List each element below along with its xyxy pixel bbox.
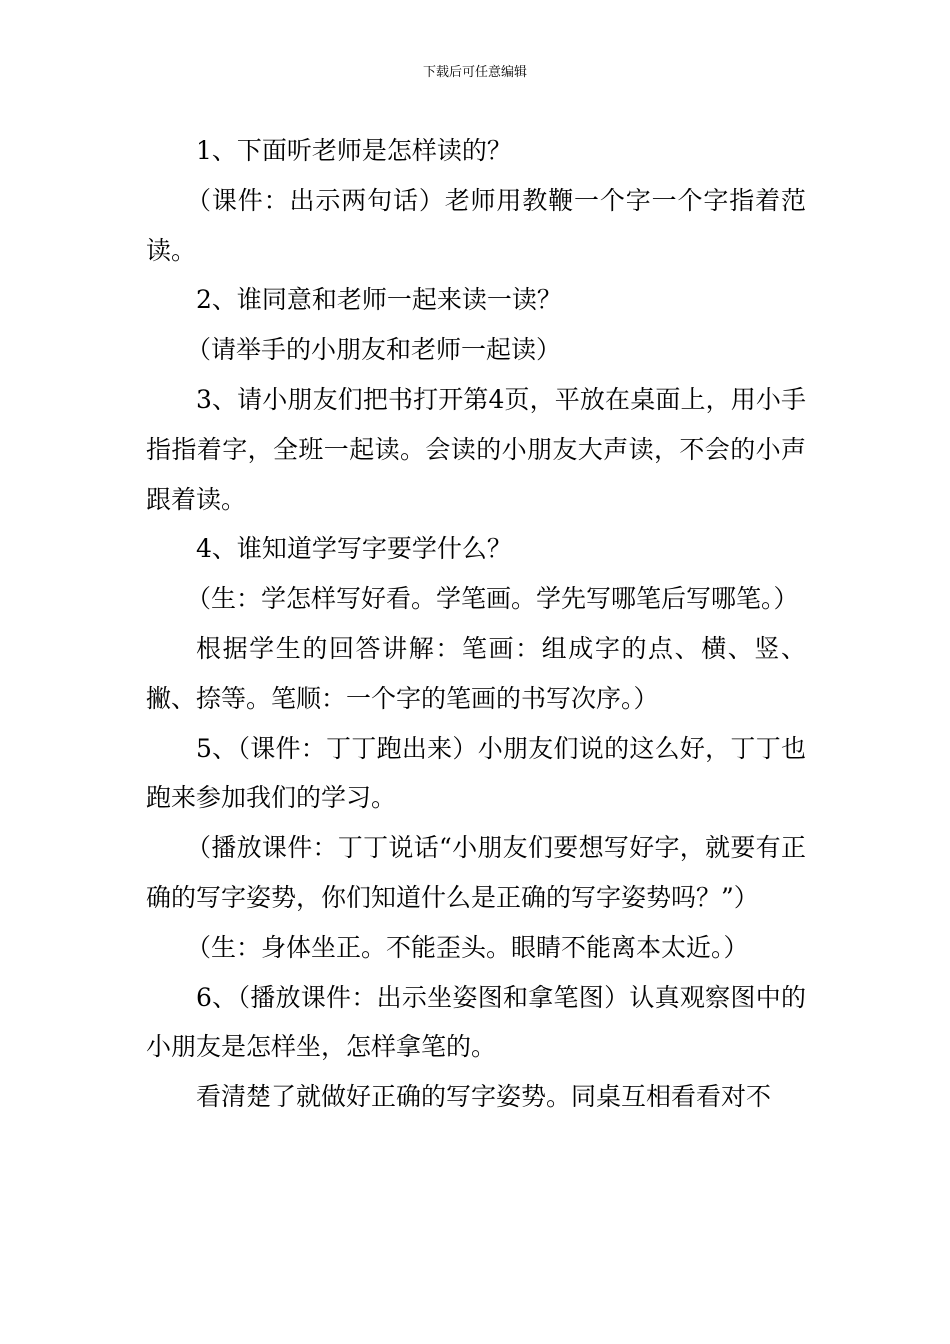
paragraph-2: （课件：出示两句话）老师用教鞭一个字一个字指着范读。 bbox=[146, 185, 806, 265]
paragraph-12: 6、（播放课件：出示坐姿图和拿笔图）认真观察图中的小朋友是怎样坐，怎样拿笔的。 bbox=[146, 982, 806, 1062]
paragraph-3: 2、谁同意和老师一起来读一读？ bbox=[196, 285, 562, 315]
document-body bbox=[146, 126, 806, 1122]
paragraph-13: 看清楚了就做好正确的写字姿势。同桌互相看看对不 bbox=[196, 1082, 772, 1112]
page-header: 下载后可任意编辑 bbox=[422, 65, 527, 80]
paragraph-10: （播放课件：丁丁说话“小朋友们要想写好字，就要有正确的写字姿势，你们知道什么是正确的写字姿势吗？”） bbox=[146, 833, 806, 912]
paragraph-4: （请举手的小朋友和老师一起读） bbox=[186, 335, 562, 365]
paragraph-1: 1、下面听老师是怎样读的？ bbox=[196, 136, 512, 165]
paragraph-11: （生：身体坐正。不能歪头。眼睛不能离本太近。） bbox=[186, 932, 749, 962]
paragraph-5: 3、请小朋友们把书打开第4页，平放在桌面上，用小手指指着字，全班一起读。会读的小朋友大声读，不会的小声跟着读。 bbox=[146, 384, 806, 514]
paragraph-6: 4、谁知道学写字要学什么？ bbox=[196, 534, 512, 564]
paragraph-7: （生：学怎样写好看。学笔画。学先写哪笔后写哪笔。） bbox=[186, 584, 799, 614]
paragraph-8: 根据学生的回答讲解：笔画：组成字的点、横、竖、撇、捺等。笔顺：一个字的笔画的书写次序。） bbox=[146, 633, 806, 713]
paragraph-9: 5、（课件：丁丁跑出来）小朋友们说的这么好，丁丁也跑来参加我们的学习。 bbox=[146, 733, 806, 813]
